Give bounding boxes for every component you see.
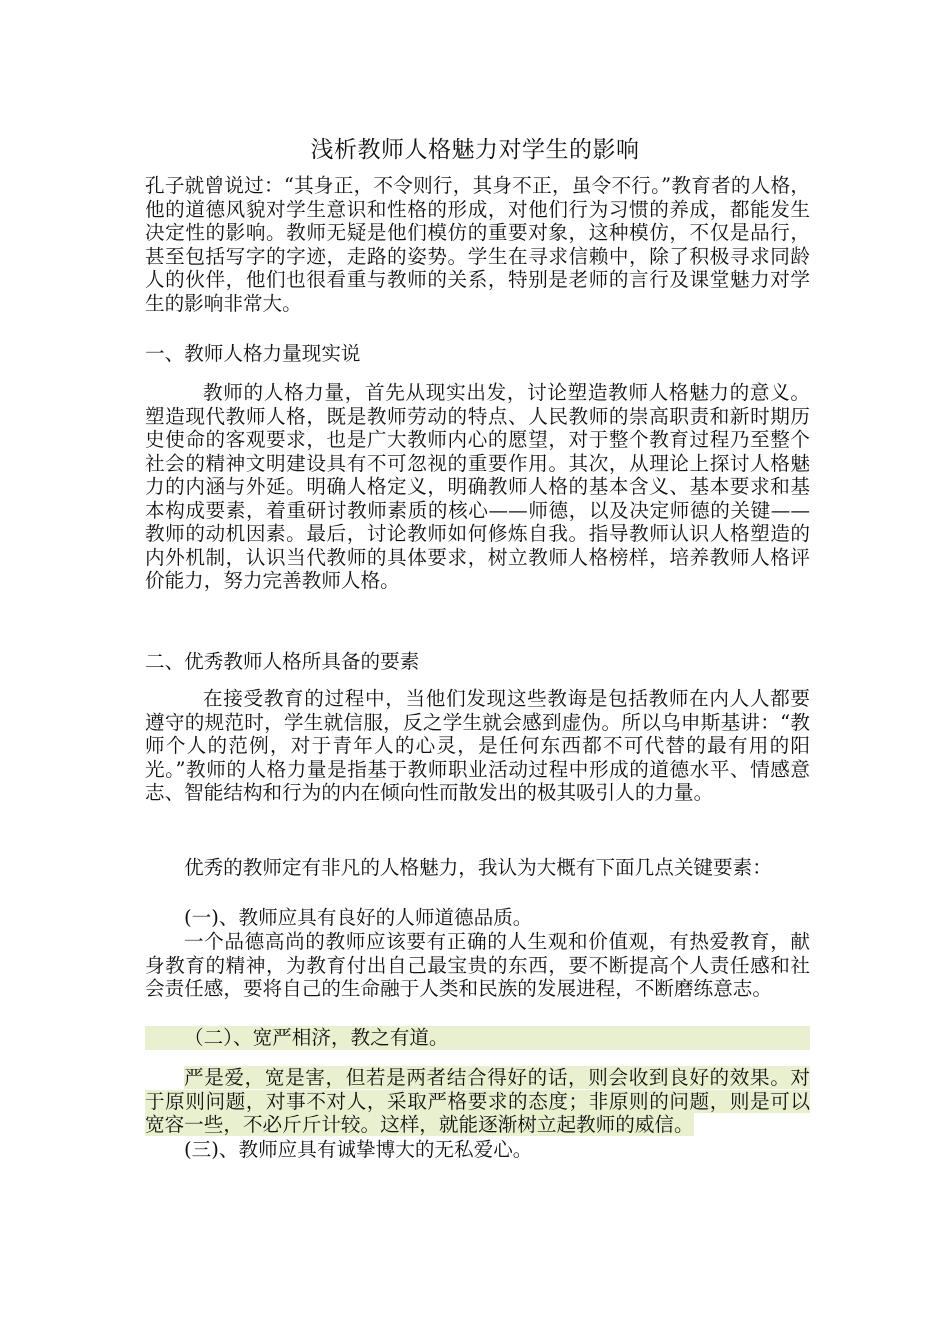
- section1-heading: 一、教师人格力量现实说: [145, 342, 361, 365]
- section2-paragraph: 在接受教育的过程中，当他们发现这些教诲是包括教师在内人人都要遵守的规范时，学生就信服，反之学生就会感到虚伪。所以乌申斯基讲：“教师个人的范例，对于青年人的心灵，是任何东西都不可代替的最有用的阳光。”教师的人格力量是指基于教师职业活动过程中形成的道德水平、情感意志、智能结构和行为的内在倾向性而散发出的极其吸引人的力量。: [145, 687, 810, 804]
- section1-paragraph: 教师的人格力量，首先从现实出发，讨论塑造教师人格魅力的意义。塑造现代教师人格，既是教师劳动的特点、人民教师的崇高职责和新时期历史使命的客观要求，也是广大教师内心的愿望，对于整个教育过程乃至整个社会的精神文明建设具有不可忽视的重要作用。其次，从理论上探讨人格魅力的内涵与外延。明确人格定义，明确教师人格的基本含义、基本要求和基本构成要素，着重研讨教师素质的核心——师德，以及决定师德的关键——教师的动机因素。最后，讨论教师如何修炼自我。指导教师认识人格塑造的内外机制，认识当代教师的具体要求，树立教师人格榜样，培养教师人格评价能力，努力完善教师人格。: [145, 381, 810, 592]
- section2-intro-paragraph: 优秀的教师定有非凡的人格魅力，我认为大概有下面几点关键要素：: [184, 856, 772, 879]
- subsection1-heading: (一)、教师应具有良好的人师道德品质。: [184, 906, 533, 929]
- section2-heading: 二、优秀教师人格所具备的要素: [145, 650, 420, 673]
- highlighted-text: 严是爱，宽是害，但若是两者结合得好的话，则会收到良好的效果。对于原则问题，对事不对人，采取严格要求的态度；非原则的问题，则是可以宽容一些，不必斤斤计较。这样，就能逐渐树立起教师的威信。: [145, 1066, 810, 1136]
- subsection1-paragraph: 一个品德高尚的教师应该要有正确的人生观和价值观，有热爱教育，献身教育的精神，为教育付出自己最宝贵的东西，要不断提高个人责任感和社会责任感，要将自己的生命融于人类和民族的发展进程，不断磨练意志。: [145, 930, 810, 1000]
- subsection3-heading: (三)、教师应具有诚挚博大的无私爱心。: [184, 1138, 533, 1161]
- subsection2-paragraph: [145, 1066, 810, 1137]
- document-title: 浅析教师人格魅力对学生的影响: [310, 137, 640, 163]
- subsection2-heading-highlighted: （二）、宽严相济，教之有道。: [145, 1026, 810, 1050]
- intro-paragraph: 孔子就曾说过：“其身正，不令则行，其身不正，虽令不行。”教育者的人格，他的道德风貌对学生意识和性格的形成，对他们行为习惯的养成，都能发生决定性的影响。教师无疑是他们模仿的重要对象，这种模仿，不仅是品行，甚至包括写字的字迹，走路的姿势。学生在寻求信赖中，除了积极寻求同龄人的伙伴，他们也很看重与教师的关系，特别是老师的言行及课堂魅力对学生的影响非常大。: [145, 174, 810, 315]
